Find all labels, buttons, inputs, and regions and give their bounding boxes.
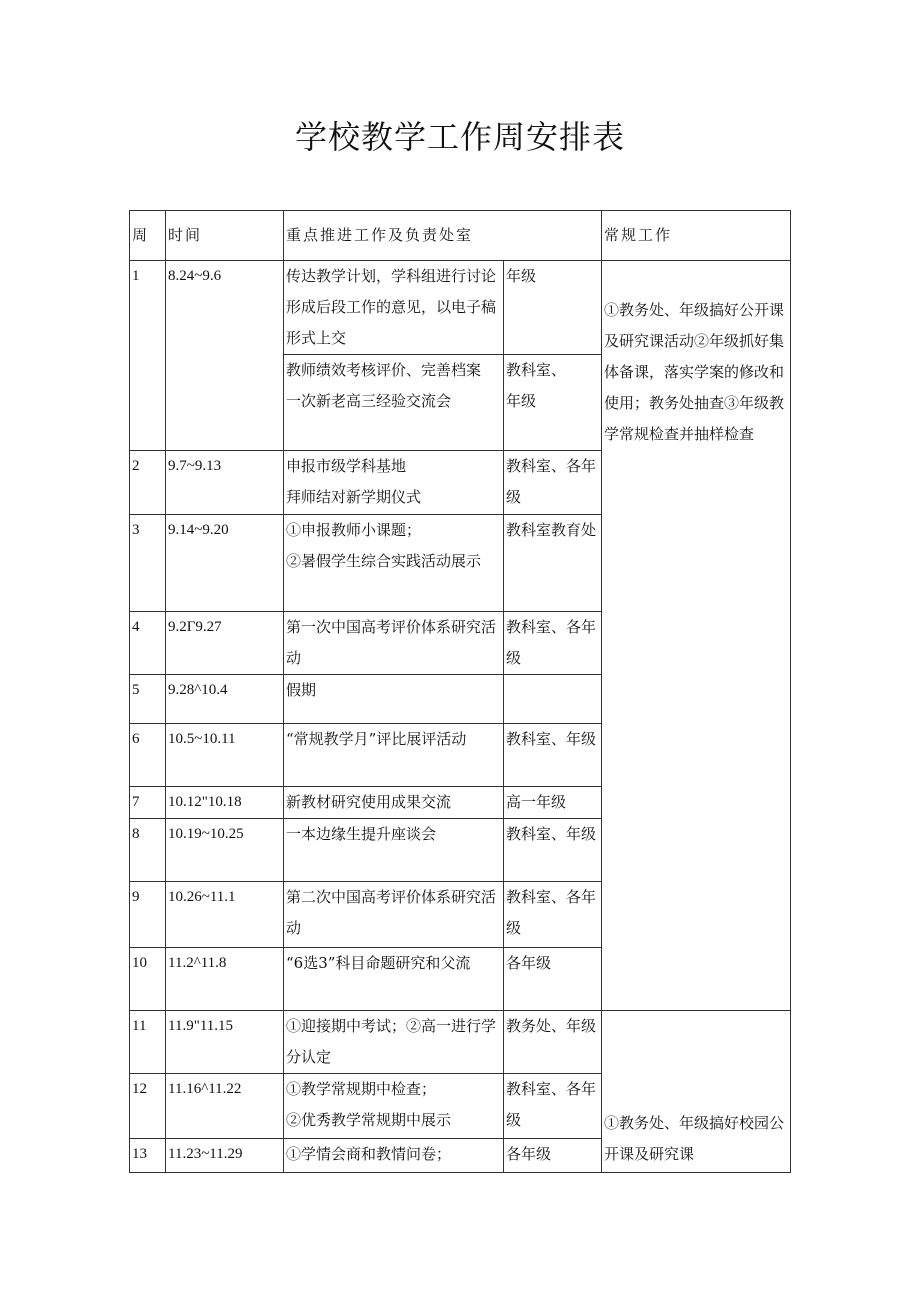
- task-cell: ①迎接期中考试；②高一进行学分认定: [284, 1011, 504, 1074]
- week-cell: 6: [130, 724, 166, 787]
- dept-cell: 教科室、 年级: [504, 355, 602, 451]
- table-row: [130, 1011, 791, 1074]
- task-cell: ①教学常规期中检查； ②优秀教学常规期中展示: [284, 1074, 504, 1139]
- time-cell: 9.28^10.4: [166, 675, 284, 724]
- week-cell: 13: [130, 1139, 166, 1173]
- routine-cell: ①教务处、年级搞好公开课及研究课活动②年级抓好集体备课，落实学案的修改和使用；教务处抽查③年级教学常规检查并抽样检查: [602, 261, 791, 1011]
- dept-cell: 高一年级: [504, 787, 602, 819]
- time-cell: 10.19~10.25: [166, 819, 284, 882]
- dept-cell: 年级: [504, 261, 602, 355]
- week-cell: 1: [130, 261, 166, 451]
- dept-cell: 教科室、各年级: [504, 451, 602, 515]
- schedule-body: [130, 261, 791, 1173]
- task-cell: 第二次中国高考评价体系研究活动: [284, 882, 504, 948]
- week-cell: 10: [130, 948, 166, 1011]
- task-cell: 传达教学计划，学科组进行讨论形成后段工作的意见，以电子稿形式上交: [284, 261, 504, 355]
- task-cell: 第一次中国高考评价体系研究活动: [284, 612, 504, 675]
- time-cell: 9.2Γ9.27: [166, 612, 284, 675]
- time-cell: 11.9"11.15: [166, 1011, 284, 1074]
- time-cell: 8.24~9.6: [166, 261, 284, 451]
- week-cell: 8: [130, 819, 166, 882]
- time-cell: 11.16^11.22: [166, 1074, 284, 1139]
- task-cell: “6选3”科目命题研究和父流: [284, 948, 504, 1011]
- header-routine: 常规工作: [602, 211, 791, 261]
- task-cell: 一本边缘生提升座谈会: [284, 819, 504, 882]
- page-title: 学校教学工作周安排表: [294, 118, 625, 156]
- dept-cell: 各年级: [504, 1139, 602, 1173]
- dept-cell: 各年级: [504, 948, 602, 1011]
- header-time: 时间: [166, 211, 284, 261]
- week-cell: 4: [130, 612, 166, 675]
- header-focus: 重点推进工作及负责处室: [284, 211, 602, 261]
- routine-cell: ①教务处、年级搞好校园公开课及研究课: [602, 1011, 791, 1173]
- time-cell: 11.2^11.8: [166, 948, 284, 1011]
- week-cell: 12: [130, 1074, 166, 1139]
- dept-cell: 教科室、年级: [504, 724, 602, 787]
- task-cell: 新教材研究使用成果交流: [284, 787, 504, 819]
- week-cell: 2: [130, 451, 166, 515]
- week-cell: 7: [130, 787, 166, 819]
- week-cell: 3: [130, 515, 166, 612]
- dept-cell: 教科室教育处: [504, 515, 602, 612]
- week-cell: 5: [130, 675, 166, 724]
- week-cell: 11: [130, 1011, 166, 1074]
- dept-cell: [504, 675, 602, 724]
- dept-cell: 教科室、各年级: [504, 882, 602, 948]
- time-cell: 9.7~9.13: [166, 451, 284, 515]
- time-cell: 11.23~11.29: [166, 1139, 284, 1173]
- time-cell: 10.5~10.11: [166, 724, 284, 787]
- task-cell: 教师绩效考核评价、完善档案 一次新老高三经验交流会: [284, 355, 504, 451]
- time-cell: 10.26~11.1: [166, 882, 284, 948]
- task-cell: “常规教学月”评比展评活动: [284, 724, 504, 787]
- schedule-table: [129, 210, 791, 1173]
- dept-cell: 教科室、各年级: [504, 1074, 602, 1139]
- dept-cell: 教务处、年级: [504, 1011, 602, 1074]
- header-week: 周: [130, 211, 166, 261]
- week-cell: 9: [130, 882, 166, 948]
- header-row: [130, 211, 791, 261]
- time-cell: 10.12"10.18: [166, 787, 284, 819]
- task-cell: 假期: [284, 675, 504, 724]
- task-cell: ①学情会商和教情问卷；: [284, 1139, 504, 1173]
- table-row: [130, 261, 791, 355]
- dept-cell: 教科室、年级: [504, 819, 602, 882]
- task-cell: ①申报教师小课题； ②暑假学生综合实践活动展示: [284, 515, 504, 612]
- dept-cell: 教科室、各年级: [504, 612, 602, 675]
- time-cell: 9.14~9.20: [166, 515, 284, 612]
- task-cell: 申报市级学科基地 拜师结对新学期仪式: [284, 451, 504, 515]
